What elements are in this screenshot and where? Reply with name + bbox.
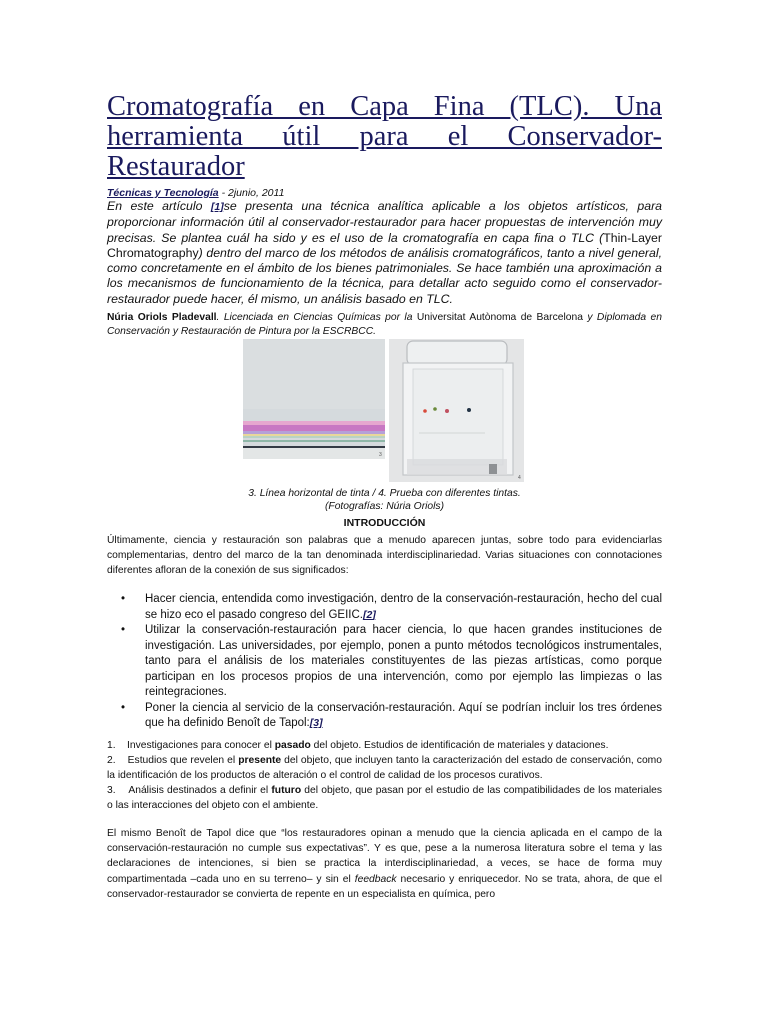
- author-name: Núria Oriols Pladevall: [107, 312, 217, 323]
- footnote-link-3[interactable]: [3]: [309, 717, 323, 729]
- figure-number-4: 4: [518, 475, 521, 481]
- paragraph-intro: Últimamente, ciencia y restauración son palabras que a menudo aparecen juntas, sobre todo para evidenciarlas complementarias, dentro del marco de la tan denominada interdisciplinariedad. Varias situaciones con connotaciones diferentes afloran de la conexión de sus significados:: [107, 535, 662, 576]
- list-item: • Utilizar la conservación-restauración para hacer ciencia, lo que hacen grandes instituciones de investigación. Las universidades, por ejemplo, ponen a punto métodos tecnológicos instrumentales, tanto para el análisis de los materiales constituyentes de las piezas artísticas, como porque participan en los procesos propios de una intervención, como por ejemplo las limpiezas o las reintegraciones.: [121, 624, 662, 698]
- figure-number-3: 3: [379, 452, 382, 458]
- article-date: - 2junio, 2011: [218, 187, 285, 199]
- category-link[interactable]: Técnicas y Tecnología: [107, 187, 219, 199]
- bullet-icon: •: [121, 624, 126, 636]
- figure-ink-line-photo: [243, 339, 385, 459]
- bullet-icon: •: [121, 701, 126, 714]
- list-item: • Poner la ciencia al servicio de la conservación-restauración. Aquí se podrían incluir los tres órdenes que ha definido Benoît de Tapol:[3]: [121, 701, 662, 729]
- figure-chamber-photo: [389, 339, 524, 482]
- article-abstract: En este artículo [1]se presenta una técnica analítica aplicable a los objetos artísticos, para proporcionar información útil al conservador-restaurador para hacer propuestas de intervención muy precisas. Se plantea cuál ha sido y es el uso de la cromatografía en capa fina o TLC (Thin-Layer Chromatography) dentro del marco de los métodos de análisis cromatográficos, tanto a nivel general, como concretamente en el ámbito de los bienes patrimoniales. Se hace también una aproximación a los mecanismos de funcionamiento de la técnica, para detallar acto seguido como el conservador-restaurador puede hacer, él mismo, un análisis basado en TLC.: [107, 199, 663, 306]
- footnote-link-1[interactable]: [1]: [210, 201, 224, 213]
- author-line: Núria Oriols Pladevall. Licenciada en Ciencias Químicas por la Universitat Autònoma de Barcelona y Diplomada en Conservación y Restauración de Pintura por la ESCRBCC.: [107, 312, 662, 337]
- paragraph-body: El mismo Benoît de Tapol dice que “los restauradores opinan a menudo que la ciencia aplicada en el campo de la conservación-restauración no cumple sus expectativas”. Y es que, pese a la numerosa literatura sobre el tema y las declaraciones de intenciones, si bien se practica la interdisciplinariedad, a veces, se hace de forma muy compartimentada –cada uno en su terreno– y sin el feedback necesario y enriquecedor. No se trata, ahora, de que el conservador-restaurador se convierta de repente en un especialista en química, pero: [107, 828, 662, 900]
- list-item: 2. Estudios que revelen el presente del objeto, que incluyen tanto la caracterización del estado de conservación, como la identificación de los productos de alteración o el control de calidad de los procesos curativos.: [107, 755, 662, 781]
- bullet-list: [107, 592, 662, 732]
- figure-caption: 3. Línea horizontal de tinta / 4. Prueba con diferentes tintas. (Fotografías: Núria Oriols): [248, 488, 521, 512]
- bullet-icon: •: [121, 593, 126, 605]
- list-item: • Hacer ciencia, entendida como investigación, dentro de la conservación-restauración, hecho del cual se hizo eco el pasado congreso del GEIIC.[2]: [121, 593, 662, 621]
- article-title[interactable]: Cromatografía en Capa Fina (TLC). Una herramienta útil para el Conservador-Restaurador: [107, 91, 662, 182]
- chamber-illustration: [389, 339, 524, 482]
- section-heading: INTRODUCCIÓN: [343, 517, 426, 529]
- ink-line-illustration: [243, 339, 385, 459]
- list-item: 3. Análisis destinados a definir el futuro del objeto, que pasan por el estudio de las compatibilidades de los materiales o las interacciones del objeto con el ambiente.: [107, 785, 662, 811]
- list-item: 1. Investigaciones para conocer el pasado del objeto. Estudios de identificación de materiales y dataciones.: [107, 740, 609, 751]
- footnote-link-2[interactable]: [2]: [363, 608, 376, 621]
- numbered-list: [107, 738, 662, 813]
